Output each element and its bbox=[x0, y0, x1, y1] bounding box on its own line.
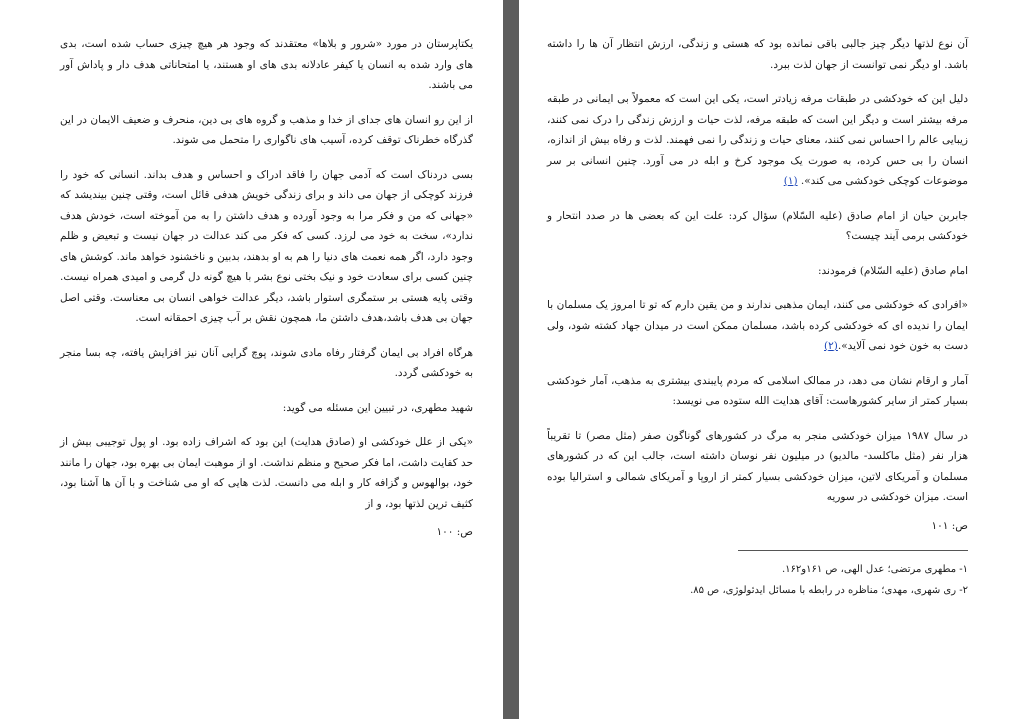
paragraph-text: «افرادی که خودکشی می کنند، ایمان مذهبی ندارند و من یقین دارم که تو تا امروز یک مسلمان با ایمان را ندیده ای که خودکشی کرده باشد، مسلمان ممکن است در میدان جهاد کشته شود، ولی دست به خون خود نمی آلاید». bbox=[547, 299, 968, 352]
paragraph: در سال ۱۹۸۷ میزان خودکشی منجر به مرگ در کشورهای گوناگون صفر (مثل مصر) تا تقریباً هزار نفر (مثل ماکلسد- مالدیو) در میلیون نفر نوسان داشته است، جالب این که در کشورهای مسلمان و آمریکای لاتین، میزان خودکشی بسیار کمتر از اروپا و آمریکای شمالی و استرالیا بوده است. میزان خودکشی در سوریه bbox=[547, 429, 968, 503]
paragraph: بسی دردناک است که آدمی جهان را فاقد ادراک و احساس و هدف بداند. انسانی که خود را فرزند کوچکی از جهان می داند و برای زندگی خویش هدفی قائل است، وقتی چنین بیندیشد که «جهانی که من و فکر مرا به وجود آورده و هدف داشتن را به من آموخته است، خودش هدف ندارد»، سخت به خود می لرزد. کسی که فکر می کند عدالت در جهان نیست و تبعیض و ظلم وجود دارد، اگر همه نعمت های دنیا را هم به او بدهند، بدبین و ناخشنود خواهد ماند. کوشش های چنین کسی برای سعادت خود و نیک بختی نوع بشر با هیچ گونه دل گرمی و امیدی همراه نیست. وقتی پایه هستی بر ستمگری استوار باشد، دیگر عدالت خواهی انسان بی معناست. وقتی اصل جهان بی هدف باشد،هدف داشتن ما، همچون نقش بر آب چیزی احمقانه است. bbox=[60, 168, 473, 324]
footnote-divider bbox=[738, 550, 968, 551]
page-number: ص: ۱۰۰ bbox=[436, 526, 473, 538]
paragraph: از این رو انسان های جدای از خدا و مذهب و گروه های بی دین، منحرف و ضعیف الایمان در این گذرگاه خطرناک توقف کرده، آسیب های ناگواری را متحمل می شوند. bbox=[60, 113, 473, 146]
paragraph: آمار و ارقام نشان می دهد، در ممالک اسلامی که مردم پایبندی بیشتری به مذهب، آمار خودکشی بسیار کمتر از سایر کشورهاست: آقای هدایت الله ستوده می نویسد: bbox=[547, 374, 968, 407]
page-101 bbox=[519, 0, 1024, 719]
quote-paragraph: «یکی از علل خودکشی او (صادق هدایت) این بود که اشراف زاده بود. او پول توجیبی بیش از حد کفایت داشت، اما فکر صحیح و منظم نداشت. او از موهبت ایمان بی بهره بود، جهان را مانند خود، بوالهوس و گزافه کار و ابله می دانست. لذت هایی که او می شناخت و با آن ها آشنا بود، کثیف ترین لذتها بود، و از bbox=[60, 436, 473, 510]
paragraph: هرگاه افراد بی ایمان گرفتار رفاه مادی شوند، پوچ گرایی آنان نیز افزایش یافته، چه بسا منجر به خودکشی گردد. bbox=[60, 346, 473, 379]
paragraph: آن نوع لذتها دیگر چیز جالبی باقی نمانده بود که هستی و زندگی، ارزش انتظار آن ها را داشته باشد. او دیگر نمی توانست از جهان لذت ببرد. bbox=[547, 38, 968, 71]
page-100 bbox=[0, 0, 503, 719]
quote-paragraph bbox=[547, 295, 968, 357]
footnote: ۱- مطهری مرتضی؛ عدل الهی، ص ۱۶۱و۱۶۲. bbox=[781, 563, 968, 575]
paragraph bbox=[547, 89, 968, 192]
footnote-link-2[interactable]: (۲) bbox=[824, 340, 838, 352]
paragraph: یکتاپرستان در مورد «شرور و بلاها» معتقدند که وجود هر هیچ چیزی حساب شده است، بدی های وارد شده به انسان یا کیفر عادلانه بدی های او هستند، یا امتحاناتی هدف دار و پاداش آور می باشند. bbox=[60, 38, 473, 91]
footnote-link-1[interactable]: (۱) bbox=[783, 175, 798, 187]
paragraph-text: دلیل این که خودکشی در طبقات مرفه زیادتر است، یکی این است که معمولاً بی ایمانی در طبقه مرفه بیشتر است و دیگر این است که طبقه مرفه، لذت حیات و ارزش زندگی را درک نمی کنند، زیبایی عالم را احساس نمی کنند، معنای حیات و زندگی را نمی فهمند. لذت و رفاه بیش از اندازه، انسان را بی حس کرده، به صورت یک موجود کرخ و ابله در می آورد. چنین انسانی بر سر موضوعات کوچکی خودکشی می کند». bbox=[547, 93, 968, 187]
paragraph: امام صادق (علیه السّلام) فرمودند: bbox=[817, 264, 968, 277]
paragraph: جابربن حیان از امام صادق (علیه السّلام) سؤال کرد: علت این که بعضی ها در صدد انتحار و خودکشی برمی آیند چیست؟ bbox=[547, 209, 968, 242]
footnote: ۲- ری شهری، مهدی؛ مناظره در رابطه با مسائل ایدئولوژی، ص ۸۵. bbox=[690, 584, 968, 596]
paragraph: شهید مطهری، در تبیین این مسئله می گوید: bbox=[282, 401, 473, 414]
page-number: ص: ۱۰۱ bbox=[931, 519, 968, 532]
